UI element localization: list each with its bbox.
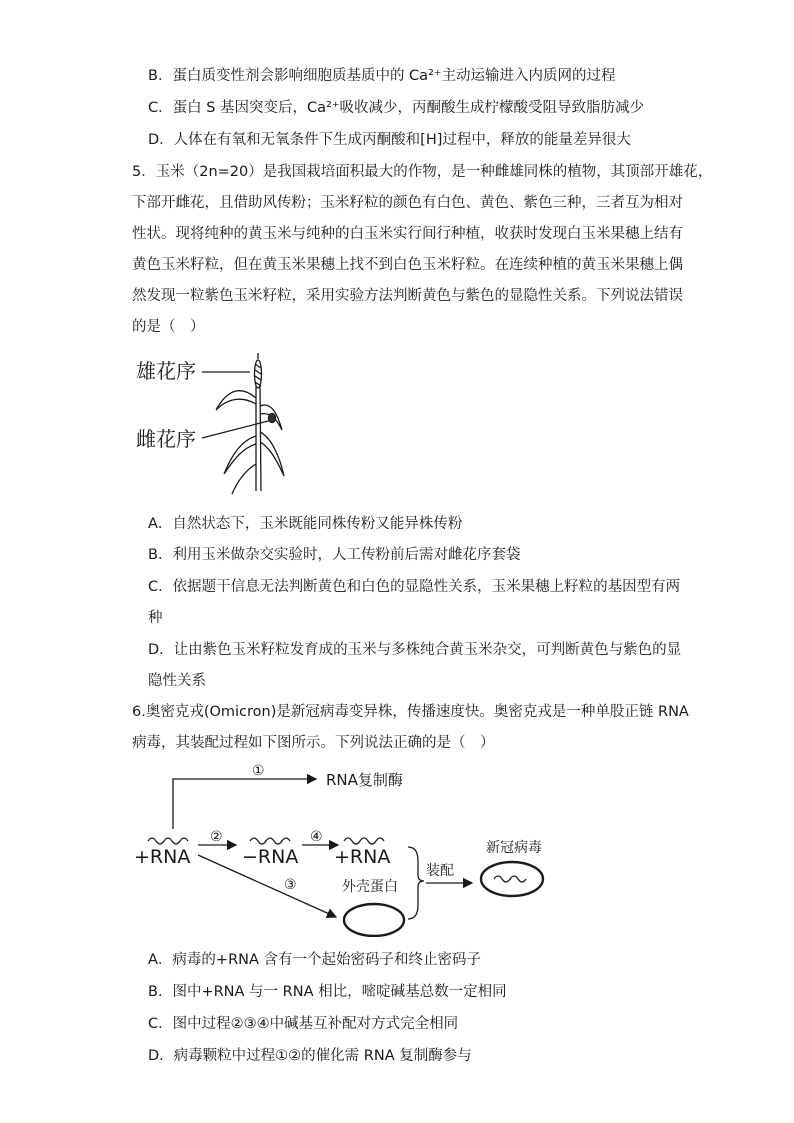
- minus-rna-label: −RNA: [242, 846, 299, 868]
- q6-option-a: A．病毒的+RNA 含有一个起始密码子和终止密码子: [148, 952, 482, 968]
- process-1-marker: ①: [252, 763, 265, 779]
- capsid-protein-label: 外壳蛋白: [342, 879, 398, 895]
- female-inflorescence-label: 雌花序: [136, 427, 196, 451]
- q5-option-d-line-2: 隐性关系: [148, 673, 206, 689]
- q4-option-c: C．蛋白 S 基因突变后，Ca²⁺吸收减少，丙酮酸生成柠檬酸受阻导致脂肪减少: [148, 100, 645, 116]
- virus-label: 新冠病毒: [486, 840, 542, 856]
- q5-option-b: B．利用玉米做杂交实验时，人工传粉前后需对雌花序套袋: [148, 547, 521, 563]
- corn-plant-icon: [216, 353, 284, 494]
- q6-option-b: B．图中+RNA 与一 RNA 相比，嘧啶碱基总数一定相同: [148, 984, 507, 1000]
- plus-rna-wave-icon: [148, 838, 188, 844]
- q5-stem-line-5: 然发现一粒紫色玉米籽粒，采用实验方法判断黄色与紫色的显隐性关系。下列说法错误: [132, 288, 683, 304]
- q5-option-d-line-1: D．让由紫色玉米籽粒发育成的玉米与多株纯合黄玉米杂交，可判断黄色与紫色的显: [148, 642, 682, 658]
- q6-stem-line-1: 6.奥密克戎(Omicron)是新冠病毒变异株，传播速度快。奥密克戎是一种单股正链 RNA: [132, 704, 689, 720]
- minus-rna-wave-icon: [250, 838, 290, 844]
- q5-stem-line-6: 的是（ ）: [132, 319, 205, 335]
- plus-rna-2-label: +RNA: [334, 846, 391, 868]
- q5-option-c-line-2: 种: [148, 610, 163, 626]
- process-3-marker: ③: [284, 877, 297, 893]
- assembly-label: 装配: [426, 863, 454, 879]
- process-4-marker: ④: [310, 829, 323, 845]
- assembly-brace: [408, 847, 424, 919]
- capsid-shell-icon: [344, 904, 404, 936]
- q5-option-c-line-1: C．依据题干信息无法判断黄色和白色的显隐性关系，玉米果穗上籽粒的基因型有两: [148, 579, 681, 595]
- male-inflorescence-label: 雄花序: [136, 359, 196, 383]
- virus-shell-icon: [481, 862, 543, 896]
- q4-option-b: B．蛋白质变性剂会影响细胞质基质中的 Ca²⁺主动运输进入内质网的过程: [148, 68, 616, 84]
- q5-stem-line-1: 5．玉米（2n=20）是我国栽培面积最大的作物，是一种雌雄同株的植物，其顶部开雄花，: [132, 164, 713, 180]
- omicron-assembly-diagram: [128, 757, 578, 937]
- female-label-line: [202, 420, 272, 438]
- q6-option-c: C．图中过程②③④中碱基互补配对方式完全相同: [148, 1016, 459, 1032]
- q5-stem-line-3: 性状。现将纯种的黄玉米与纯种的白玉米实行间行种植，收获时发现白玉米果穗上结有: [132, 226, 683, 242]
- q5-stem-line-4: 黄色玉米籽粒，但在黄玉米果穗上找不到白色玉米籽粒。在连续种植的黄玉米果穗上偶: [132, 257, 683, 273]
- q6-option-d: D．病毒颗粒中过程①②的催化需 RNA 复制酶参与: [148, 1048, 472, 1064]
- q5-stem-line-2: 下部开雌花，且借助风传粉；玉米籽粒的颜色有白色、黄色、紫色三种，三者互为相对: [132, 195, 683, 211]
- plus-rna-2-wave-icon: [344, 838, 384, 844]
- process-1-arrow: [173, 779, 316, 829]
- process-2-marker: ②: [210, 829, 223, 845]
- virus-rna-icon: [494, 876, 526, 882]
- q4-option-d: D．人体在有氧和无氧条件下生成丙酮酸和[H]过程中，释放的能量差异很大: [148, 132, 631, 148]
- corn-plant-figure: [132, 346, 302, 498]
- rna-polymerase-label: RNA复制酶: [326, 771, 403, 789]
- plus-rna-label: +RNA: [134, 846, 191, 868]
- q6-stem-line-2: 病毒，其装配过程如下图所示。下列说法正确的是（ ）: [132, 735, 495, 751]
- q5-option-a: A．自然状态下，玉米既能同株传粉又能异株传粉: [148, 516, 463, 532]
